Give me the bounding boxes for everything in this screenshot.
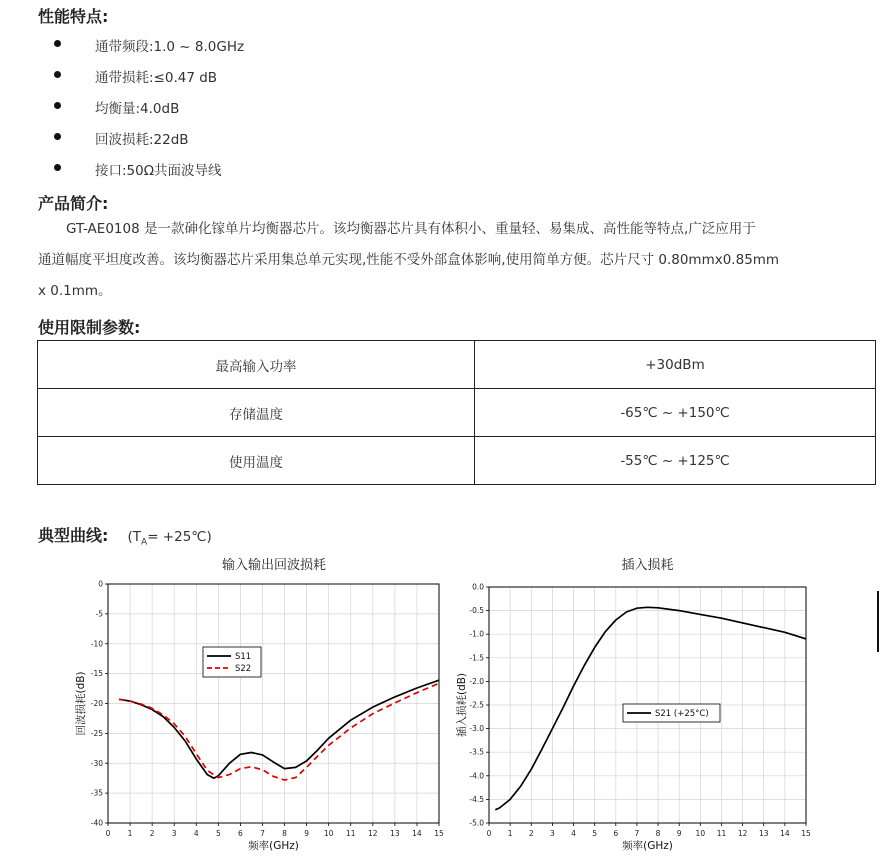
- feature-item: 通带频段:1.0 ~ 8.0GHz: [95, 39, 245, 55]
- table-row: [38, 389, 876, 437]
- feature-item: 接口:50Ω共面波导线: [95, 163, 222, 179]
- x-tick-label: 15: [801, 829, 811, 838]
- limits-heading: 使用限制参数:: [38, 318, 141, 337]
- legend-label: S11: [235, 652, 252, 662]
- y-tick-label: -20: [90, 699, 103, 708]
- x-tick-label: 9: [676, 829, 682, 838]
- bullet-dot: [54, 133, 61, 140]
- feature-item: 回波损耗:22dB: [95, 132, 189, 148]
- x-tick-label: 4: [193, 829, 199, 838]
- x-tick-label: 11: [716, 829, 727, 838]
- x-tick-label: 0: [105, 829, 111, 838]
- x-tick-label: 5: [592, 829, 598, 838]
- return-loss-chart: [60, 575, 460, 865]
- x-tick-label: 3: [550, 829, 555, 838]
- x-tick-label: 8: [282, 829, 287, 838]
- y-tick-label: -3.5: [469, 747, 484, 757]
- x-axis-label: 频率(GHz): [248, 840, 299, 852]
- limits-table: [37, 340, 876, 485]
- legend-label: S21 (+25°C): [655, 709, 709, 719]
- feature-item: 通带损耗:≤0.47 dB: [95, 70, 218, 86]
- legend-box: [203, 647, 261, 677]
- x-tick-label: 2: [528, 829, 534, 838]
- x-tick-label: 7: [260, 829, 265, 838]
- legend-label: S22: [235, 664, 252, 674]
- x-tick-label: 4: [571, 829, 576, 838]
- y-tick-label: -1.0: [469, 629, 484, 639]
- condition-subscript: A: [141, 537, 148, 548]
- x-tick-label: 11: [345, 829, 356, 838]
- param-value-cell: +30dBm: [475, 341, 876, 389]
- intro-paragraph: [38, 214, 878, 307]
- y-tick-label: 0.0: [472, 582, 484, 592]
- x-tick-label: 5: [215, 829, 221, 838]
- param-name-cell: 存储温度: [38, 389, 475, 437]
- x-tick-label: 13: [758, 829, 769, 838]
- x-tick-label: 12: [368, 829, 378, 838]
- x-tick-label: 8: [655, 829, 661, 838]
- y-tick-label: -4.5: [469, 794, 484, 804]
- x-tick-label: 7: [634, 829, 640, 838]
- intro-line: GT-AE0108 是一款砷化镓单片均衡器芯片。该均衡器芯片具有体积小、重量轻、易集成、高性能等特点,广泛应用于: [66, 221, 756, 237]
- features-heading: 性能特点:: [38, 7, 109, 26]
- curves-heading-line: [38, 523, 212, 548]
- insertion-loss-chart: [440, 575, 820, 865]
- chart-title: 输入输出回波损耗: [221, 558, 326, 573]
- bullet-dot: [54, 102, 61, 109]
- table-row: [38, 341, 876, 389]
- x-tick-label: 10: [323, 829, 334, 838]
- x-tick-label: 13: [390, 829, 400, 838]
- x-tick-label: 14: [412, 829, 422, 838]
- y-tick-label: -3.0: [469, 724, 484, 734]
- y-tick-label: 0: [98, 579, 103, 589]
- intro-line: x 0.1mm。: [38, 283, 112, 299]
- y-tick-label: -0.5: [469, 606, 484, 616]
- condition-text: = +25℃): [147, 529, 212, 545]
- x-tick-label: 9: [304, 829, 309, 838]
- curves-heading: 典型曲线:: [38, 526, 109, 545]
- param-name-cell: 最高输入功率: [38, 341, 475, 389]
- intro-heading: 产品简介:: [38, 194, 109, 213]
- x-axis-label: 频率(GHz): [622, 840, 673, 852]
- y-tick-label: -1.5: [469, 653, 484, 663]
- x-tick-label: 2: [149, 829, 155, 838]
- x-tick-label: 6: [238, 829, 243, 838]
- param-value-cell: -55℃ ~ +125℃: [475, 437, 876, 485]
- x-tick-label: 14: [780, 829, 790, 838]
- feature-item: 均衡量:4.0dB: [95, 101, 180, 117]
- intro-line: 通道幅度平坦度改善。该均衡器芯片采用集总单元实现,性能不受外部盒体影响,使用简单方便。芯片尺寸 0.80mmx0.85mm: [38, 252, 780, 268]
- y-tick-label: -5: [95, 609, 103, 619]
- param-name-cell: 使用温度: [38, 437, 475, 485]
- y-tick-label: -30: [90, 758, 103, 768]
- x-tick-label: 12: [737, 829, 748, 838]
- chart-title: 插入损耗: [621, 558, 674, 573]
- bullet-dot: [54, 71, 61, 78]
- x-tick-label: 10: [695, 829, 706, 838]
- y-tick-label: -40: [90, 818, 103, 828]
- y-tick-label: -10: [90, 639, 103, 649]
- x-tick-label: 3: [171, 829, 177, 838]
- y-tick-label: -35: [90, 788, 103, 798]
- y-axis-label: 插入损耗(dB): [456, 672, 468, 738]
- y-tick-label: -5.0: [469, 818, 484, 828]
- x-tick-label: 15: [434, 829, 444, 838]
- x-tick-label: 0: [486, 829, 492, 838]
- param-value-cell: -65℃ ~ +150℃: [475, 389, 876, 437]
- y-tick-label: -2.5: [469, 700, 484, 710]
- x-tick-label: 1: [507, 829, 513, 838]
- y-tick-label: -2.0: [469, 676, 484, 686]
- x-tick-label: 1: [127, 829, 133, 838]
- x-tick-label: 6: [613, 829, 619, 838]
- y-axis-label: 回波损耗(dB): [75, 671, 87, 736]
- bullet-dot: [54, 164, 61, 171]
- y-tick-label: -25: [90, 728, 103, 738]
- condition-text: (T: [127, 529, 142, 545]
- y-tick-label: -15: [90, 669, 103, 679]
- bullet-dot: [54, 40, 61, 47]
- edge-marker: [877, 591, 879, 652]
- table-row: [38, 437, 876, 485]
- y-tick-label: -4.0: [469, 771, 484, 781]
- temperature-condition: [127, 529, 212, 548]
